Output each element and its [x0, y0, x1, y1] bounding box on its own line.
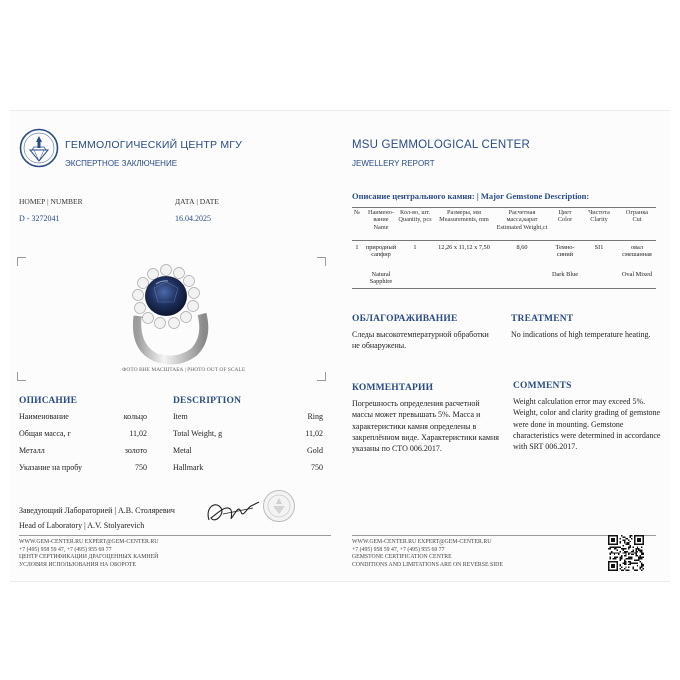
table-bottom-rule: [352, 288, 656, 289]
comments-title-en: COMMENTS: [513, 381, 572, 391]
table-header-ru: Огранка: [625, 209, 649, 216]
desc-value-en: 750: [311, 463, 323, 472]
desc-value-ru: кольцо: [123, 412, 147, 421]
desc-label-en: Total Weight, g: [173, 429, 223, 438]
table-cell-color-en: Dark Blue: [551, 271, 579, 278]
table-cell-name-en: Natural Sapphire: [369, 271, 393, 286]
report-title-ru: ЭКСПЕРТНОЕ ЗАКЛЮЧЕНИЕ: [65, 159, 178, 168]
table-header-rule: [352, 240, 656, 241]
table-cell-cut-ru: овал смешанная: [622, 244, 652, 259]
center-title-ru: ГЕММОЛОГИЧЕСКИЙ ЦЕНТР МГУ: [65, 139, 243, 151]
table-header-cell: [364, 209, 398, 231]
table-cell-qty: 1: [413, 244, 417, 251]
table-header-en: Quantity, pcs: [398, 216, 432, 224]
desc-label-ru: Общая масса, г: [19, 429, 71, 438]
table-cell-weight: 8,60: [516, 244, 528, 251]
gemstone-section-title: Описание центрального камня: | Major Gemstone Description:: [352, 191, 590, 201]
desc-label-en: Metal: [173, 446, 192, 455]
table-header-cell: [548, 209, 582, 224]
photo-frame-corner: [317, 257, 326, 266]
number-label: НОМЕР | NUMBER: [19, 197, 83, 206]
table-header-en: Measurements, mm: [439, 216, 489, 224]
treatment-title-en: TREATMENT: [511, 314, 574, 324]
table-header-ru: Кол-во, шт.: [399, 209, 431, 216]
footer-line: WWW.GEM-CENTER.RU EXPERT@GEM-CENTER.RU: [352, 539, 492, 545]
comments-title-ru: КОММЕНТАРИИ: [352, 383, 434, 393]
desc-value-ru: золото: [124, 446, 147, 455]
comments-text-ru: Погрешность определения расчетной массы может превышать 5%. Масса и характеристики камня определены в закреплённом виде. Характеристики камня указаны по СТО 006.2017.: [352, 399, 499, 454]
table-header-cell: [496, 209, 548, 231]
head-of-lab-ru: Заведующий Лабораторией | А.В. Столяревич: [19, 506, 175, 515]
date-value: 16.04.2025: [175, 214, 211, 223]
table-header-ru: №: [353, 209, 360, 216]
table-header-ru: Размеры, мм: [447, 209, 481, 216]
table-header-cell: [398, 209, 432, 224]
photo-frame-corner: [317, 372, 326, 381]
table-header-en: Cut: [632, 216, 642, 224]
date-label: ДАТА | DATE: [175, 197, 219, 206]
footer-line: ЦЕНТР СЕРТИФИКАЦИИ ДРАГОЦЕННЫХ КАМНЕЙ: [19, 554, 159, 560]
footer-line: WWW.GEM-CENTER.RU EXPERT@GEM-CENTER.RU: [19, 539, 159, 545]
table-header-ru: Чистота: [588, 209, 610, 216]
description-title-ru: ОПИСАНИЕ: [19, 396, 78, 406]
table-cell-clarity: SI1: [594, 244, 604, 251]
table-header-ru: Цвет: [558, 209, 572, 216]
msu-logo-icon: [19, 128, 59, 168]
photo-caption: ФОТО ВНЕ МАСШТАБА | PHOTO OUT OF SCALE: [122, 367, 246, 373]
table-cell-name-ru: природный сапфир: [365, 244, 397, 259]
photo-frame-corner: [17, 372, 26, 381]
right-certificate-page: [340, 110, 670, 582]
desc-value-ru: 11,02: [129, 429, 147, 438]
table-header-cell: [432, 209, 496, 224]
table-header-cell: [352, 209, 362, 216]
table-header-ru: Наимено-вание: [367, 209, 395, 224]
table-header-en: Estimated Weight,ct: [496, 223, 548, 231]
table-cell-size: 12,26 x 11,12 x 7,50: [438, 244, 490, 251]
treatment-text-en: No indications of high temperature heating.: [511, 330, 651, 339]
signature-image: [203, 494, 265, 530]
desc-label-en: Hallmark: [173, 463, 204, 472]
comments-text-en: Weight calculation error may exceed 5%. Weight, color and clarity grading of gemstone were done in mounting. Gemstone characteristics were determined in accordance with SRT 006.2017.: [513, 397, 661, 452]
table-header-cell: [582, 209, 616, 224]
report-title-en: JEWELLERY REPORT: [352, 159, 435, 168]
photo-frame-corner: [17, 257, 26, 266]
treatment-text-ru: Следы высокотемпературной обработки не обнаружены.: [352, 330, 489, 351]
table-top-rule: [352, 207, 656, 208]
desc-value-ru: 750: [135, 463, 147, 472]
table-header-ru: Расчетная масса,карат: [506, 209, 538, 224]
ring-photo: [116, 254, 216, 366]
table-header-en: Color: [557, 216, 573, 224]
footer-line: CONDITIONS AND LIMITATIONS ARE ON REVERSE SIDE: [352, 561, 503, 568]
desc-value-en: Ring: [307, 412, 323, 421]
footer-line: УСЛОВИЯ ИСПОЛЬЗОВАНИЯ НА ОБОРОТЕ: [19, 561, 137, 568]
number-value: D - 3272041: [19, 214, 60, 223]
footer-line: GEMSTONE CERTIFICATION CENTRE: [352, 554, 452, 560]
desc-label-ru: Металл: [19, 446, 45, 455]
qr-code[interactable]: [608, 535, 644, 571]
description-title-en: DESCRIPTION: [173, 396, 242, 406]
center-title-en: MSU GEMMOLOGICAL CENTER: [352, 139, 530, 151]
desc-label-ru: Наименование: [19, 412, 69, 421]
footer-line: +7 (495) 958 59 47, +7 (495) 955 69 77: [352, 546, 445, 553]
treatment-title-ru: ОБЛАГОРАЖИВАНИЕ: [352, 314, 458, 324]
table-header-en: Clarity: [590, 216, 608, 224]
head-of-lab-en: Head of Laboratory | A.V. Stolyarevich: [19, 521, 145, 530]
footer-line: +7 (495) 958 59 47, +7 (495) 955 69 77: [19, 546, 112, 553]
desc-value-en: 11,02: [305, 429, 323, 438]
left-certificate-page: [10, 110, 341, 582]
table-header-cell: [616, 209, 658, 224]
table-cell-num: 1: [355, 244, 359, 251]
desc-value-en: Gold: [307, 446, 323, 455]
table-header-en: Name: [373, 223, 389, 231]
desc-label-ru: Указание на пробу: [19, 463, 82, 472]
footer-divider: [19, 535, 331, 536]
table-cell-color-ru: Темно-синий: [555, 244, 575, 259]
stamp-seal-icon: [262, 489, 296, 523]
table-cell-cut-en: Oval Mixed: [621, 271, 653, 278]
desc-label-en: Item: [173, 412, 188, 421]
